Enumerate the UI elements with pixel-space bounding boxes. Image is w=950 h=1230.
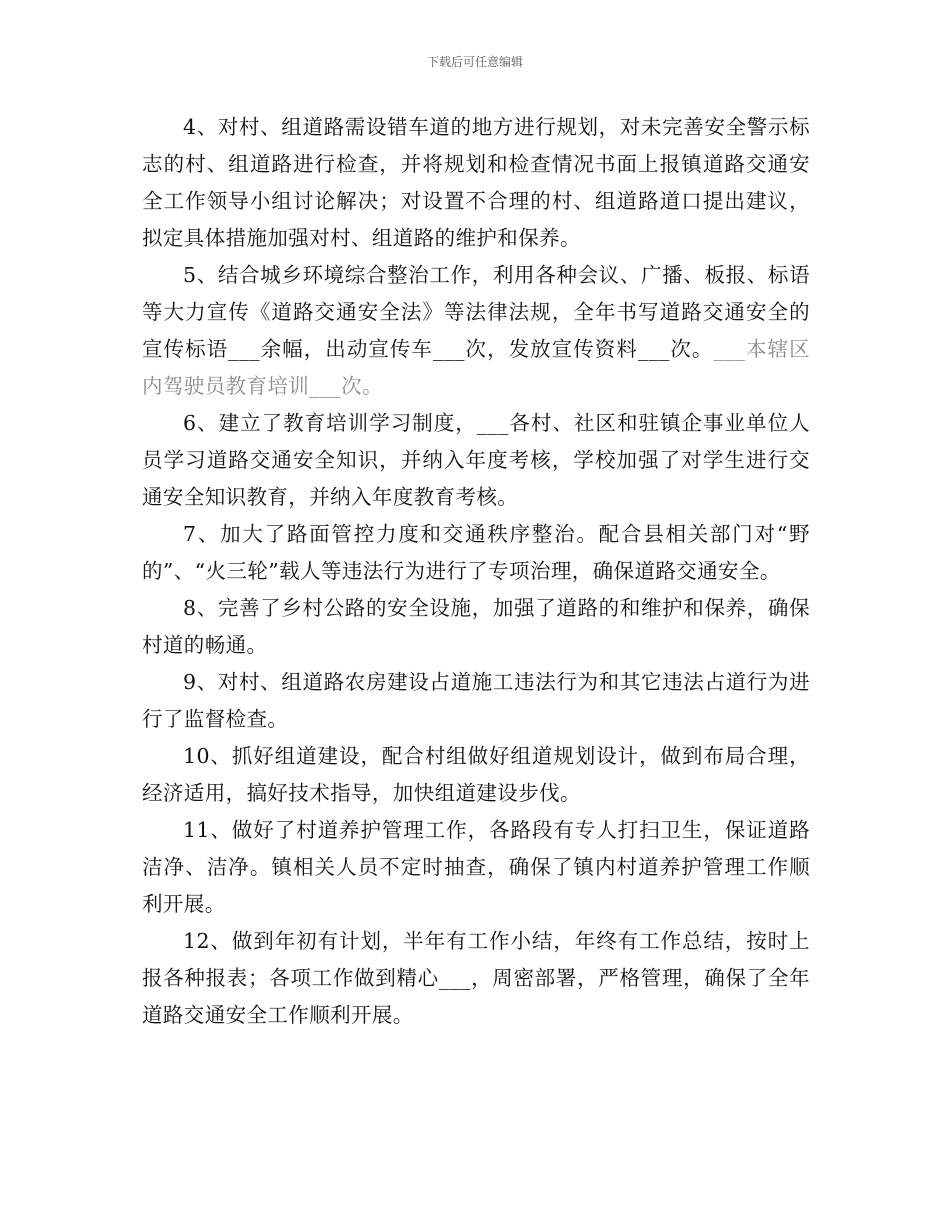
paragraph-7: 7、加大了路面管控力度和交通秩序整治。配合县相关部门对“野的”、“火三轮”载人等违法行为进行了专项治理，确保道路交通安全。 xyxy=(142,522,810,583)
paragraph-6: 6、建立了教育培训学习制度，___各村、社区和驻镇企事业单位人员学习道路交通安全知识，并纳入年度考核，学校加强了对学生进行交通安全知识教育，并纳入年度教育考核。 xyxy=(142,411,810,509)
paragraph-5 xyxy=(142,257,810,405)
document-body xyxy=(142,109,810,1034)
paragraph-9: 9、对村、组道路农房建设占道施工违法行为和其它违法占道行为进行了监督检查。 xyxy=(142,670,810,731)
paragraph-5-gray-insert: ___本辖区内驾驶员教育培训___次。 xyxy=(142,337,810,398)
paragraph-4: 4、对村、组道路需设错车道的地方进行规划，对未完善安全警示标志的村、组道路进行检查，并将规划和检查情况书面上报镇道路交通安全工作领导小组讨论解决；对设置不合理的村、组道路道口提出建议，拟定具体措施加强对村、组道路的维护和保养。 xyxy=(142,115,810,250)
paragraph-10: 10、抓好组道建设，配合村组做好组道规划设计，做到布局合理，经济适用，搞好技术指导，加快组道建设步伐。 xyxy=(142,744,810,805)
paragraph-11: 11、做好了村道养护管理工作，各路段有专人打扫卫生，保证道路洁净、洁净。镇相关人员不定时抽查，确保了镇内村道养护管理工作顺利开展。 xyxy=(142,818,810,916)
paragraph-8: 8、完善了乡村公路的安全设施，加强了道路的和维护和保养，确保村道的畅通。 xyxy=(142,596,810,657)
paragraph-12: 12、做到年初有计划，半年有工作小结，年终有工作总结，按时上报各种报表；各项工作做到精心___，周密部署，严格管理，确保了全年道路交通安全工作顺利开展。 xyxy=(142,929,810,1027)
paragraph-5-text: 5、结合城乡环境综合整治工作，利用各种会议、广播、板报、标语等大力宣传《道路交通安全法》等法律法规，全年书写道路交通安全的宣传标语___余幅，出动宣传车___次，发放宣传资料___次。 xyxy=(142,263,810,361)
page-header-note: 下载后可任意编辑 xyxy=(426,55,523,69)
